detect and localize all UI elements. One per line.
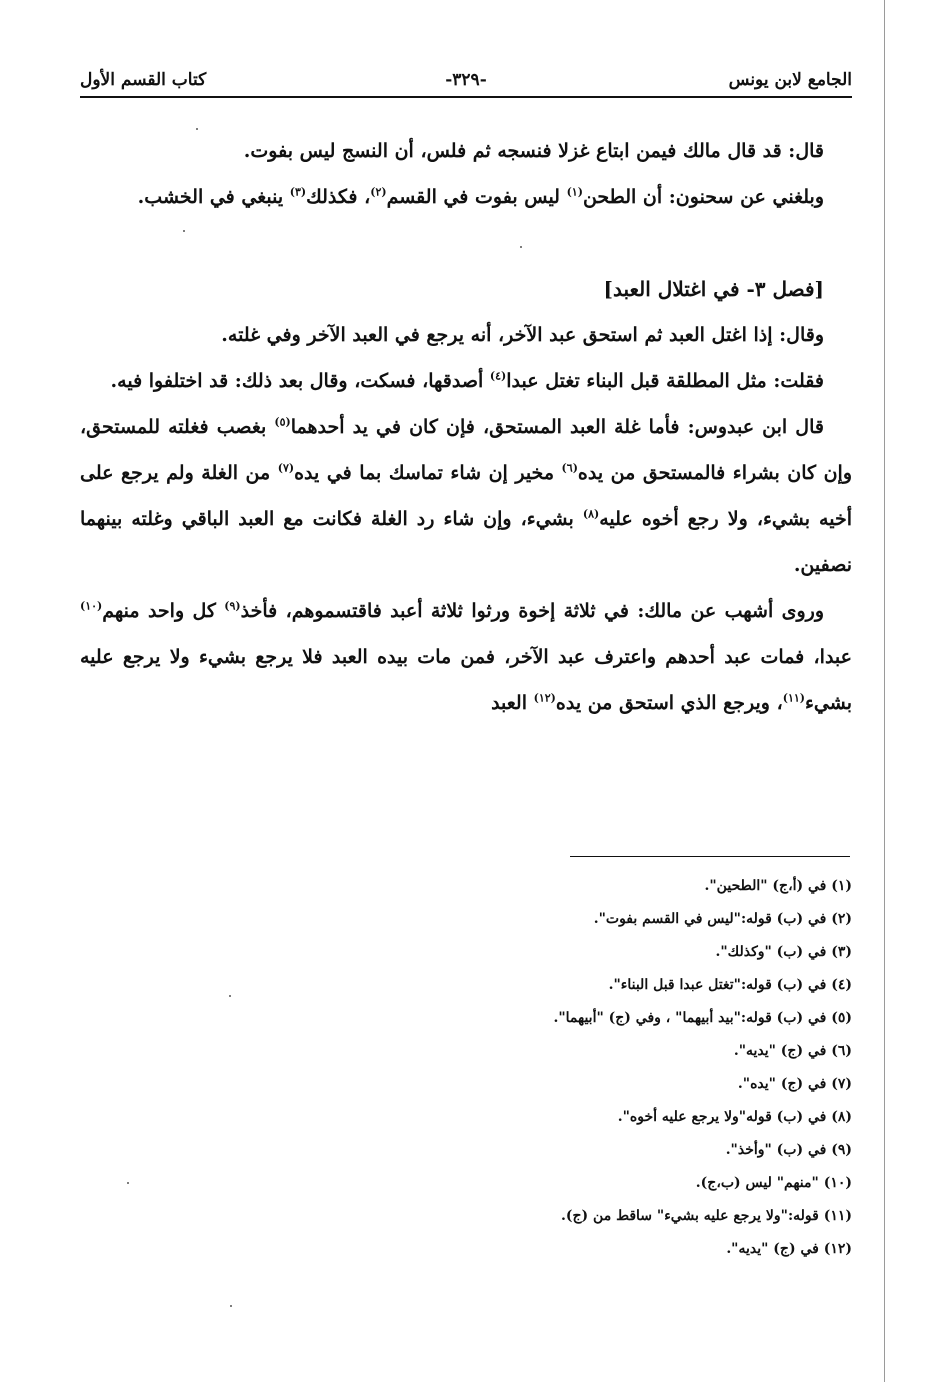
footnote-10: (١٠) "منهم" ليس (ب،ج). (695, 1175, 852, 1191)
main-text (80, 128, 852, 726)
paragraph-4 (80, 358, 852, 404)
footnote-12: (١٢) في (ج) "يديه". (726, 1241, 852, 1257)
text-run: كل واحد منهم (102, 600, 225, 622)
footnote-2: (٢) في (ب) قوله:"ليس في القسم بفوت". (593, 911, 852, 927)
footnote-ref-4: (٤) (489, 369, 507, 383)
footnote-ref-1: (١) (566, 185, 583, 199)
page-number: -٣٢٩- (445, 70, 487, 90)
paragraph-5 (80, 404, 852, 588)
text-run: ، ويرجع الذي استحق من يده (555, 692, 783, 714)
footnote-ref-9: (٩) (224, 599, 241, 613)
footnote-3: (٣) في (ب) "وكذلك". (715, 944, 852, 960)
text-run: العبد (491, 692, 534, 714)
text-run: ، فكذلك (306, 186, 371, 208)
footnote-separator (570, 856, 850, 857)
footnote-ref-5: (٥) (274, 415, 291, 429)
scan-speck (229, 995, 231, 997)
text-run: أصدقها، فسكت، وقال بعد ذلك: قد اختلفوا فيه. (110, 370, 490, 392)
text-run: بشيء، وإن شاء رد الغلة فكانت مع العبد الباقي وغلته بينهما نصفين. (80, 508, 852, 576)
text-run: وبلغني عن سحنون: أن الطحن (582, 186, 824, 208)
text-run: قال ابن عبدوس: فأما غلة العبد المستحق، فإن كان في يد أحدهما (290, 416, 824, 438)
footnote-ref-12: (١٢) (533, 691, 556, 705)
section-gap (80, 220, 852, 266)
footnote-8: (٨) في (ب) قوله"ولا يرجع عليه أخوه". (617, 1109, 852, 1125)
scan-speck (230, 1305, 232, 1307)
footnote-1: (١) في (أ،ج) "الطحين". (704, 878, 852, 894)
page-edge-line (884, 0, 885, 1382)
paragraph-1: قال: قد قال مالك فيمن ابتاع غزلا فنسجه ثم فلس، أن النسج ليس بفوت. (243, 140, 824, 162)
footnote-ref-10: (١٠) (80, 599, 103, 613)
footnote-ref-8: (٨) (582, 507, 600, 521)
section-heading: [فصل ٣- في اغتلال العبد] (603, 277, 824, 301)
text-run: بغصب فغلته للمستحق، وإن كان بشراء فالمستحق من يده (80, 416, 852, 484)
footnote-11: (١١) قوله:"ولا يرجع عليه بشيء" ساقط من (ج). (561, 1208, 852, 1224)
header-chapter-title: كتاب القسم الأول (80, 70, 207, 90)
text-run: ينبغي في الخشب. (137, 186, 290, 208)
footnote-6: (٦) في (ج) "يديه". (733, 1043, 852, 1059)
text-run: عبدا، فمات عبد أحدهم واعترف عبد الآخر، فمن مات بيده العبد فلا يرجع بشيء ولا يرجع عليه بشيء (80, 646, 852, 714)
text-run: من الغلة ولم يرجع على أخيه بشيء، ولا رجع أخوه عليه (80, 462, 852, 530)
header-rule (80, 96, 852, 98)
footnote-ref-7: (٧) (277, 461, 295, 475)
scan-speck (196, 128, 198, 130)
footnote-ref-6: (٦) (561, 461, 578, 475)
footnote-7: (٧) في (ج) "يده". (737, 1076, 852, 1092)
paragraph-2 (80, 174, 852, 220)
footnote-4: (٤) في (ب) قوله:"تغتل عبدا قبل البناء". (608, 977, 852, 993)
text-run: ليس بفوت في القسم (386, 186, 567, 208)
footnote-ref-11: (١١) (782, 691, 805, 705)
footnotes (300, 870, 852, 1266)
scan-speck (127, 1182, 129, 1184)
text-run: وروى أشهب عن مالك: في ثلاثة إخوة ورثوا ثلاثة أعبد فاقتسموهم، فأخذ (240, 600, 824, 622)
footnote-5: (٥) في (ب) قوله:"بيد أبيهما" ، وفي (ج) "أبيهما". (553, 1010, 852, 1026)
scan-speck (183, 230, 185, 232)
text-run: مخير إن شاء تماسك بما في يده (294, 462, 562, 484)
header-book-title: الجامع لابن يونس (728, 70, 852, 90)
running-header (80, 64, 852, 96)
paragraph-6 (80, 588, 852, 726)
footnote-ref-3: (٣) (289, 185, 307, 199)
footnote-9: (٩) في (ب) "وأخذ". (725, 1142, 852, 1158)
scan-speck (520, 246, 522, 248)
paragraph-3: وقال: إذا اغتل العبد ثم استحق عبد الآخر، أنه يرجع في العبد الآخر وفي غلته. (221, 324, 824, 346)
footnote-ref-2: (٢) (370, 185, 387, 199)
text-run: فقلت: مثل المطلقة قبل البناء تغتل عبدا (506, 370, 824, 392)
